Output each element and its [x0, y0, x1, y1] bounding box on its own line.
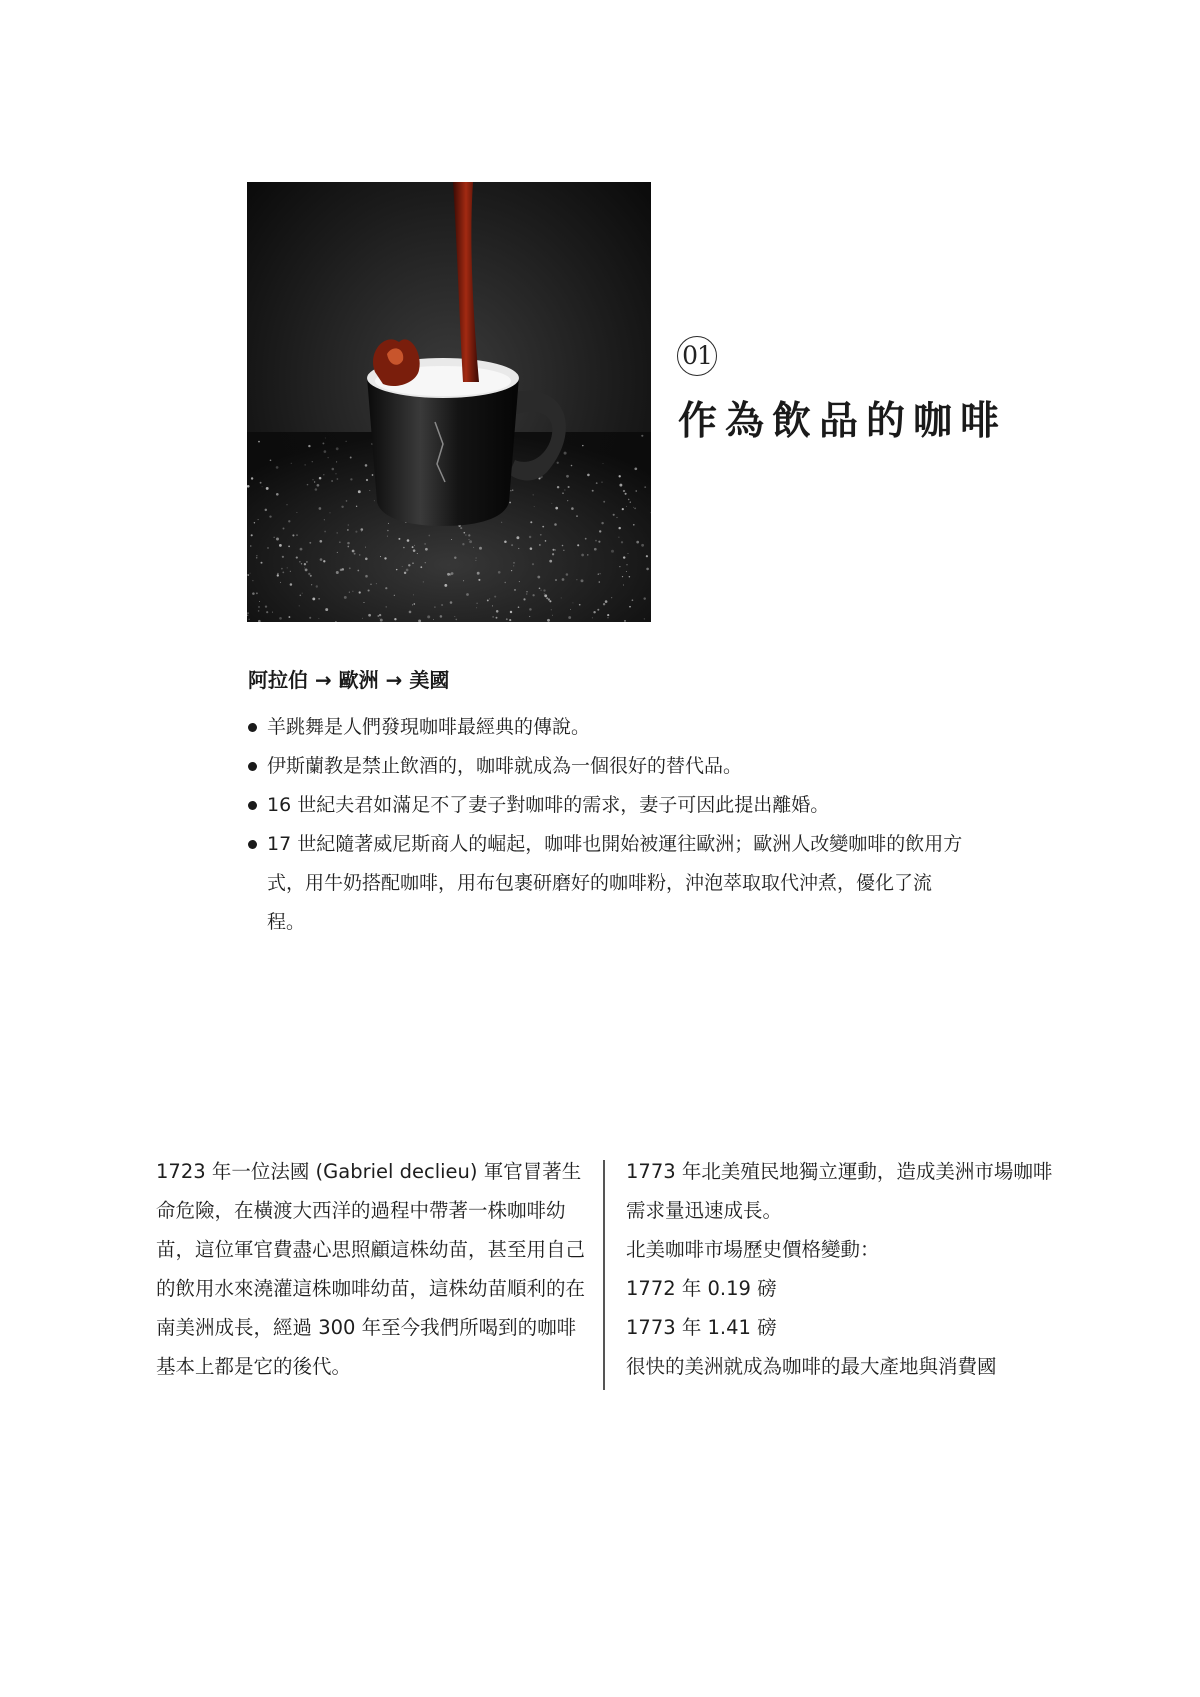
right-column	[626, 1152, 1066, 1386]
bullet-dot-icon	[248, 762, 257, 771]
bullet-dot-icon	[248, 840, 257, 849]
chapter-title: 作為飲品的咖啡	[678, 398, 1008, 444]
chapter-number-badge: 01	[677, 336, 717, 376]
bullet-text: 伊斯蘭教是禁止飲酒的，咖啡就成為一個很好的替代品。	[267, 755, 743, 777]
left-column	[156, 1152, 588, 1386]
right-column-line: 1773 年北美殖民地獨立運動，造成美洲市場咖啡需求量迅速成長。	[626, 1160, 1053, 1222]
bullet-item	[248, 747, 968, 786]
bullet-text: 羊跳舞是人們發現咖啡最經典的傳說。	[267, 716, 591, 738]
right-column-line: 1773 年 1.41 磅	[626, 1316, 777, 1339]
route-heading: 阿拉伯 → 歐洲 → 美國	[248, 668, 450, 692]
bullet-item	[248, 786, 968, 825]
bullet-text: 16 世紀夫君如滿足不了妻子對咖啡的需求，妻子可因此提出離婚。	[267, 794, 830, 816]
right-column-line: 北美咖啡市場歷史價格變動：	[626, 1238, 880, 1261]
left-column-text: 1723 年一位法國 (Gabriel declieu) 軍官冒著生命危險，在橫渡大西洋的過程中帶著一株咖啡幼苗，這位軍官費盡心思照顧這株幼苗，甚至用自己的飲用水來澆灌這株咖啡幼苗，這株幼苗順利的在南美洲成長，經過 300 年至今我們所喝到的咖啡基本上都是它的後代。	[156, 1160, 586, 1378]
bullet-dot-icon	[248, 801, 257, 810]
bullet-item	[248, 708, 968, 747]
bullet-item	[248, 825, 968, 942]
right-column-line: 很快的美洲就成為咖啡的最大產地與消費國	[626, 1355, 997, 1378]
bullet-dot-icon	[248, 723, 257, 732]
column-divider	[603, 1160, 605, 1390]
coffee-photo	[247, 182, 651, 622]
right-column-line: 1772 年 0.19 磅	[626, 1277, 777, 1300]
bullet-text: 17 世紀隨著威尼斯商人的崛起，咖啡也開始被運往歐洲；歐洲人改變咖啡的飲用方式，用牛奶搭配咖啡，用布包裹研磨好的咖啡粉，沖泡萃取取代沖煮，優化了流程。	[267, 833, 963, 933]
bullet-list	[248, 708, 968, 942]
